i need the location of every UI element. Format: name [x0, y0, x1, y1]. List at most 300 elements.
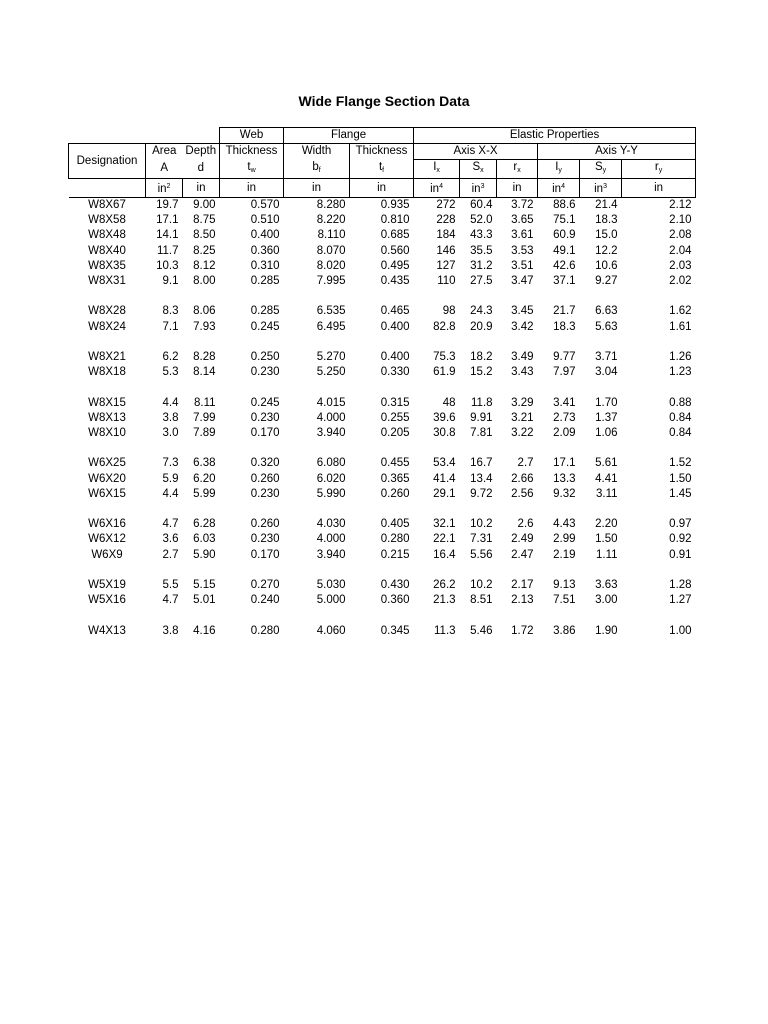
symbol-area: A — [160, 162, 169, 175]
cell-designation: W8X40 — [88, 244, 126, 257]
unit-depth: in — [183, 179, 220, 198]
cell-area: 3.8 — [162, 411, 179, 424]
cell-depth: 8.06 — [193, 305, 216, 318]
cell-flange-thickness: 0.345 — [380, 624, 410, 637]
cell-flange-thickness: 0.435 — [380, 275, 410, 288]
cell-web-thickness: 0.270 — [250, 578, 280, 591]
cell-flange-width: 6.495 — [316, 320, 346, 333]
cell-area: 6.2 — [162, 351, 179, 363]
cell-sx: 43.3 — [470, 229, 493, 242]
cell-sy: 1.11 — [596, 548, 618, 561]
cell-ry: 1.45 — [669, 487, 692, 500]
cell-sy: 10.6 — [595, 259, 618, 272]
cell-designation: W5X16 — [88, 594, 126, 607]
cell-flange-width: 4.030 — [316, 518, 346, 531]
cell-ix: 228 — [436, 214, 456, 227]
cell-flange-width: 8.070 — [316, 244, 346, 257]
cell-sy: 1.06 — [595, 427, 618, 439]
table-row — [69, 320, 696, 335]
cell-sx: 27.5 — [470, 275, 493, 288]
cell-depth: 6.38 — [193, 457, 216, 470]
cell-iy: 2.73 — [553, 411, 576, 424]
table-row — [69, 426, 696, 441]
cell-sy: 21.4 — [595, 199, 618, 211]
cell-flange-thickness: 0.430 — [380, 578, 410, 591]
cell-designation: W8X48 — [88, 229, 126, 242]
cell-area: 4.7 — [162, 518, 179, 531]
cell-designation: W5X19 — [88, 578, 126, 591]
cell-ix: 21.3 — [433, 594, 456, 607]
cell-ry: 1.27 — [669, 594, 692, 607]
cell-iy: 2.09 — [553, 427, 576, 439]
cell-area: 11.7 — [156, 244, 179, 257]
cell-flange-thickness: 0.360 — [380, 594, 410, 607]
cell-iy: 75.1 — [553, 214, 576, 227]
cell-ix: 26.2 — [433, 578, 456, 591]
unit-ix: $in^4$ — [414, 179, 460, 198]
table-row — [69, 213, 696, 228]
cell-area: 17.1 — [156, 214, 179, 227]
unit-ry: in — [622, 179, 696, 198]
cell-iy: 17.1 — [553, 457, 576, 470]
cell-iy: 2.19 — [553, 548, 576, 561]
cell-web-thickness: 0.400 — [250, 229, 280, 242]
cell-designation: W8X13 — [88, 411, 126, 424]
cell-area: 19.7 — [156, 199, 179, 211]
table-row — [69, 411, 696, 426]
cell-ix: 11.3 — [434, 624, 456, 637]
cell-web-thickness: 0.320 — [250, 457, 280, 470]
cell-iy: 18.3 — [553, 320, 576, 333]
cell-rx: 3.42 — [511, 320, 534, 333]
cell-rx: 3.45 — [511, 305, 534, 318]
cell-depth: 5.99 — [193, 487, 216, 500]
cell-flange-thickness: 0.560 — [380, 244, 410, 257]
cell-ix: 29.1 — [433, 487, 456, 500]
cell-designation: W6X9 — [91, 548, 123, 561]
cell-web-thickness: 0.280 — [250, 624, 280, 637]
cell-sx: 9.72 — [470, 487, 493, 500]
cell-designation: W8X58 — [88, 214, 126, 227]
cell-rx: 2.49 — [511, 533, 534, 546]
cell-depth: 8.28 — [193, 351, 216, 363]
cell-depth: 8.25 — [193, 244, 216, 257]
cell-area: 4.4 — [162, 396, 179, 409]
cell-web-thickness: 0.310 — [250, 259, 280, 272]
cell-ix: 82.8 — [433, 320, 456, 333]
cell-iy: 9.13 — [553, 578, 576, 591]
cell-ry: 2.08 — [669, 229, 692, 242]
cell-sx: 8.51 — [470, 594, 493, 607]
table-row — [69, 608, 696, 638]
cell-depth: 4.16 — [193, 624, 216, 637]
cell-rx: 3.53 — [511, 244, 534, 257]
cell-rx: 3.61 — [511, 229, 534, 242]
cell-sx: 16.7 — [470, 457, 493, 470]
symbol-flange-thickness: $t_f$ — [350, 160, 414, 179]
cell-iy: 4.43 — [553, 518, 576, 531]
cell-sy: 9.27 — [595, 275, 618, 288]
cell-area: 14.1 — [156, 229, 179, 242]
units-spacer — [69, 179, 146, 198]
cell-designation: W8X31 — [88, 275, 126, 288]
header-axis-yy: Axis Y-Y — [538, 144, 696, 160]
cell-depth: 5.01 — [193, 594, 216, 607]
cell-ix: 272 — [436, 199, 456, 211]
cell-web-thickness: 0.285 — [250, 275, 280, 288]
cell-ix: 53.4 — [433, 457, 456, 470]
cell-flange-width: 4.060 — [316, 624, 346, 637]
cell-flange-width: 4.000 — [316, 411, 346, 424]
cell-sy: 6.63 — [595, 305, 618, 318]
cell-rx: 3.43 — [511, 366, 534, 379]
cell-sx: 52.0 — [470, 214, 493, 227]
cell-ry: 1.62 — [669, 305, 692, 318]
unit-rx: in — [497, 179, 538, 198]
cell-iy: 2.99 — [553, 533, 576, 546]
cell-designation: W4X13 — [88, 624, 126, 637]
table-row — [69, 289, 696, 319]
cell-flange-thickness: 0.400 — [380, 320, 410, 333]
cell-depth: 8.50 — [193, 229, 216, 242]
cell-area: 5.3 — [162, 366, 179, 379]
cell-flange-thickness: 0.205 — [380, 427, 410, 439]
cell-flange-thickness: 0.315 — [380, 396, 410, 409]
cell-ry: 0.84 — [669, 411, 692, 424]
symbol-sy: $S_y$ — [580, 160, 622, 179]
cell-flange-width: 8.220 — [316, 214, 346, 227]
cell-depth: 6.03 — [193, 533, 216, 546]
cell-flange-width: 6.080 — [316, 457, 346, 470]
cell-rx: 2.17 — [511, 578, 534, 591]
cell-web-thickness: 0.230 — [250, 533, 280, 546]
cell-rx: 1.72 — [511, 624, 534, 637]
cell-sx: 7.81 — [470, 427, 493, 439]
cell-ry: 2.04 — [669, 244, 692, 257]
cell-rx: 3.29 — [511, 396, 534, 409]
cell-ry: 2.12 — [669, 199, 692, 211]
cell-sy: 3.11 — [596, 487, 618, 500]
cell-sx: 5.56 — [470, 548, 493, 561]
cell-flange-thickness: 0.810 — [380, 214, 410, 227]
cell-rx: 3.22 — [511, 427, 534, 439]
cell-designation: W8X21 — [88, 351, 126, 363]
cell-web-thickness: 0.360 — [250, 244, 280, 257]
cell-ry: 2.02 — [669, 275, 692, 288]
cell-ry: 1.50 — [669, 472, 692, 485]
table-row — [69, 380, 696, 410]
cell-sx: 35.5 — [470, 244, 493, 257]
table-row — [69, 365, 696, 380]
symbol-rx: $r_x$ — [497, 160, 538, 179]
cell-ry: 0.97 — [669, 518, 692, 531]
cell-web-thickness: 0.510 — [250, 214, 280, 227]
cell-area: 3.8 — [162, 624, 179, 637]
unit-flange-width: in — [284, 179, 350, 198]
cell-depth: 7.89 — [193, 427, 216, 439]
cell-iy: 88.6 — [553, 199, 576, 211]
cell-web-thickness: 0.230 — [250, 487, 280, 500]
cell-flange-width: 5.000 — [316, 594, 346, 607]
cell-designation: W8X10 — [88, 427, 126, 439]
cell-ix: 41.4 — [433, 472, 456, 485]
cell-sx: 7.31 — [470, 533, 493, 546]
cell-ix: 146 — [436, 244, 456, 257]
cell-sy: 15.0 — [595, 229, 618, 242]
unit-sy: $in^3$ — [580, 179, 622, 198]
cell-flange-thickness: 0.280 — [380, 533, 410, 546]
cell-iy: 7.97 — [553, 366, 576, 379]
cell-sy: 12.2 — [595, 244, 618, 257]
cell-ix: 184 — [436, 229, 456, 242]
cell-sy: 2.20 — [595, 518, 618, 531]
cell-depth: 8.75 — [193, 214, 216, 227]
symbol-sx: $S_x$ — [460, 160, 497, 179]
table-row — [69, 244, 696, 259]
cell-ix: 16.4 — [433, 548, 456, 561]
cell-depth: 8.12 — [193, 259, 216, 272]
cell-web-thickness: 0.170 — [250, 427, 280, 439]
cell-ry: 2.03 — [669, 259, 692, 272]
cell-flange-thickness: 0.495 — [380, 259, 410, 272]
cell-web-thickness: 0.245 — [250, 396, 280, 409]
cell-sy: 5.61 — [595, 457, 618, 470]
table-row — [69, 259, 696, 274]
cell-sy: 3.71 — [595, 351, 618, 363]
header-area: Area — [146, 144, 183, 160]
cell-area: 4.7 — [162, 594, 179, 607]
unit-flange-thickness: in — [350, 179, 414, 198]
cell-designation: W6X25 — [88, 457, 126, 470]
header-flange: Flange — [284, 128, 414, 144]
cell-iy: 21.7 — [553, 305, 576, 318]
cell-flange-width: 3.940 — [316, 548, 346, 561]
cell-area: 3.0 — [162, 427, 179, 439]
cell-designation: W8X67 — [88, 199, 126, 211]
cell-web-thickness: 0.260 — [250, 518, 280, 531]
header-web-thickness: Thickness — [220, 144, 284, 160]
cell-designation: W6X12 — [88, 533, 126, 546]
cell-flange-thickness: 0.405 — [380, 518, 410, 531]
cell-depth: 5.90 — [193, 548, 216, 561]
table-row — [69, 548, 696, 563]
cell-sy: 5.63 — [595, 320, 618, 333]
cell-iy: 3.86 — [553, 624, 576, 637]
cell-area: 10.3 — [156, 259, 179, 272]
cell-web-thickness: 0.285 — [250, 305, 280, 318]
cell-flange-width: 4.000 — [316, 533, 346, 546]
cell-designation: W8X24 — [88, 320, 126, 333]
cell-ry: 0.91 — [669, 548, 692, 561]
table-row — [69, 593, 696, 608]
cell-flange-width: 6.020 — [316, 472, 346, 485]
cell-area: 2.7 — [162, 548, 179, 561]
cell-ry: 1.00 — [669, 624, 692, 637]
table-row — [69, 198, 696, 214]
cell-ix: 39.6 — [433, 411, 456, 424]
cell-sx: 20.9 — [470, 320, 493, 333]
cell-rx: 2.47 — [511, 548, 534, 561]
cell-rx: 3.49 — [511, 351, 534, 363]
cell-depth: 6.20 — [193, 472, 216, 485]
cell-web-thickness: 0.260 — [250, 472, 280, 485]
cell-depth: 8.00 — [193, 275, 216, 288]
cell-rx: 2.66 — [511, 472, 534, 485]
cell-sy: 3.63 — [595, 578, 618, 591]
cell-depth: 9.00 — [193, 199, 216, 211]
cell-ix: 110 — [437, 275, 456, 288]
cell-area: 7.3 — [162, 457, 179, 470]
cell-web-thickness: 0.230 — [250, 411, 280, 424]
cell-sx: 24.3 — [470, 305, 493, 318]
cell-flange-width: 8.110 — [317, 229, 346, 242]
cell-iy: 42.6 — [553, 259, 576, 272]
symbol-iy: $I_y$ — [538, 160, 580, 179]
section-data-table — [68, 127, 696, 639]
symbol-flange-width: $b_f$ — [284, 160, 350, 179]
cell-area: 7.1 — [162, 320, 179, 333]
unit-web-thickness: in — [220, 179, 284, 198]
cell-ry: 2.10 — [669, 214, 692, 227]
cell-sx: 31.2 — [470, 259, 493, 272]
symbol-depth: d — [197, 162, 204, 175]
cell-web-thickness: 0.230 — [250, 366, 280, 379]
header-row-groups — [69, 128, 696, 144]
cell-iy: 9.77 — [553, 351, 576, 363]
cell-depth: 7.99 — [193, 411, 216, 424]
cell-iy: 49.1 — [553, 244, 576, 257]
cell-flange-width: 5.990 — [316, 487, 346, 500]
page-title: Wide Flange Section Data — [298, 93, 470, 109]
cell-flange-width: 7.995 — [316, 275, 346, 288]
cell-flange-width: 5.030 — [316, 578, 346, 591]
cell-flange-thickness: 0.455 — [380, 457, 410, 470]
cell-rx: 3.21 — [511, 411, 534, 424]
cell-rx: 2.13 — [511, 594, 534, 607]
cell-designation: W8X15 — [88, 396, 126, 409]
cell-iy: 13.3 — [553, 472, 576, 485]
cell-sx: 5.46 — [470, 624, 493, 637]
cell-iy: 37.1 — [553, 275, 576, 288]
cell-sy: 1.70 — [595, 396, 618, 409]
cell-sx: 18.2 — [470, 351, 493, 363]
cell-sy: 1.90 — [595, 624, 618, 637]
header-elastic-properties: Elastic Properties — [414, 128, 696, 144]
header-web: Web — [220, 128, 284, 144]
cell-ry: 1.26 — [669, 351, 692, 363]
cell-designation: W8X35 — [88, 259, 126, 272]
cell-ix: 30.8 — [433, 427, 456, 439]
cell-rx: 2.56 — [511, 487, 534, 500]
cell-ix: 98 — [442, 305, 456, 318]
header-axis-xx: Axis X-X — [414, 144, 538, 160]
cell-flange-width: 8.280 — [316, 199, 346, 211]
cell-area: 5.9 — [162, 472, 179, 485]
table-row — [69, 335, 696, 365]
header-designation: Designation — [69, 144, 146, 179]
cell-flange-thickness: 0.935 — [380, 199, 410, 211]
cell-ry: 0.92 — [669, 533, 692, 546]
cell-ry: 0.84 — [669, 427, 692, 439]
cell-ix: 127 — [436, 259, 456, 272]
symbol-web-thickness: $t_w$ — [220, 160, 284, 179]
cell-depth: 8.14 — [193, 366, 216, 379]
cell-designation: W8X18 — [88, 366, 126, 379]
cell-designation: W6X16 — [88, 518, 126, 531]
cell-web-thickness: 0.245 — [250, 320, 280, 333]
table-row — [69, 274, 696, 289]
cell-ry: 1.28 — [669, 578, 692, 591]
cell-iy: 60.9 — [553, 229, 576, 242]
unit-area: $in^2$ — [146, 179, 183, 198]
header-flange-width: Width — [284, 144, 350, 160]
table-row — [69, 532, 696, 547]
cell-iy: 7.51 — [553, 594, 576, 607]
cell-flange-width: 6.535 — [316, 305, 346, 318]
cell-depth: 8.11 — [194, 396, 216, 409]
cell-sx: 10.2 — [470, 518, 493, 531]
cell-rx: 2.7 — [517, 457, 534, 470]
cell-ix: 22.1 — [433, 533, 456, 546]
cell-flange-thickness: 0.685 — [380, 229, 410, 242]
cell-iy: 3.41 — [553, 396, 576, 409]
table-row — [69, 563, 696, 593]
cell-depth: 7.93 — [193, 320, 216, 333]
cell-depth: 5.15 — [193, 578, 216, 591]
cell-flange-width: 3.940 — [316, 427, 346, 439]
cell-flange-thickness: 0.365 — [380, 472, 410, 485]
cell-flange-width: 5.270 — [316, 351, 346, 363]
cell-ix: 75.3 — [433, 351, 456, 363]
cell-rx: 3.51 — [511, 259, 534, 272]
cell-depth: 6.28 — [193, 518, 216, 531]
table-row — [69, 502, 696, 532]
cell-flange-thickness: 0.260 — [380, 487, 410, 500]
cell-sx: 11.8 — [471, 396, 493, 409]
cell-sy: 1.50 — [595, 533, 618, 546]
cell-sy: 1.37 — [595, 411, 618, 424]
cell-web-thickness: 0.170 — [250, 548, 280, 561]
cell-area: 4.4 — [162, 487, 179, 500]
table-row — [69, 228, 696, 243]
cell-flange-width: 5.250 — [316, 366, 346, 379]
cell-flange-thickness: 0.400 — [380, 351, 410, 363]
cell-area: 5.5 — [162, 578, 179, 591]
cell-ix: 48 — [442, 396, 456, 409]
cell-sx: 15.2 — [470, 366, 493, 379]
symbol-ry: $r_y$ — [622, 160, 696, 179]
cell-flange-thickness: 0.215 — [380, 548, 410, 561]
cell-sx: 13.4 — [470, 472, 493, 485]
cell-sy: 4.41 — [595, 472, 618, 485]
cell-web-thickness: 0.240 — [250, 594, 280, 607]
symbol-ix: $I_x$ — [414, 160, 460, 179]
cell-sx: 9.91 — [470, 411, 493, 424]
unit-iy: $in^4$ — [538, 179, 580, 198]
table-row — [69, 472, 696, 487]
cell-web-thickness: 0.570 — [250, 199, 280, 211]
cell-flange-width: 8.020 — [316, 259, 346, 272]
cell-rx: 3.47 — [511, 275, 534, 288]
cell-ry: 1.61 — [669, 320, 692, 333]
cell-flange-thickness: 0.465 — [380, 305, 410, 318]
cell-designation: W6X15 — [88, 487, 126, 500]
table-row — [69, 487, 696, 502]
unit-sx: $in^3$ — [460, 179, 497, 198]
cell-ix: 61.9 — [433, 366, 456, 379]
cell-flange-thickness: 0.255 — [380, 411, 410, 424]
cell-area: 9.1 — [162, 275, 179, 288]
